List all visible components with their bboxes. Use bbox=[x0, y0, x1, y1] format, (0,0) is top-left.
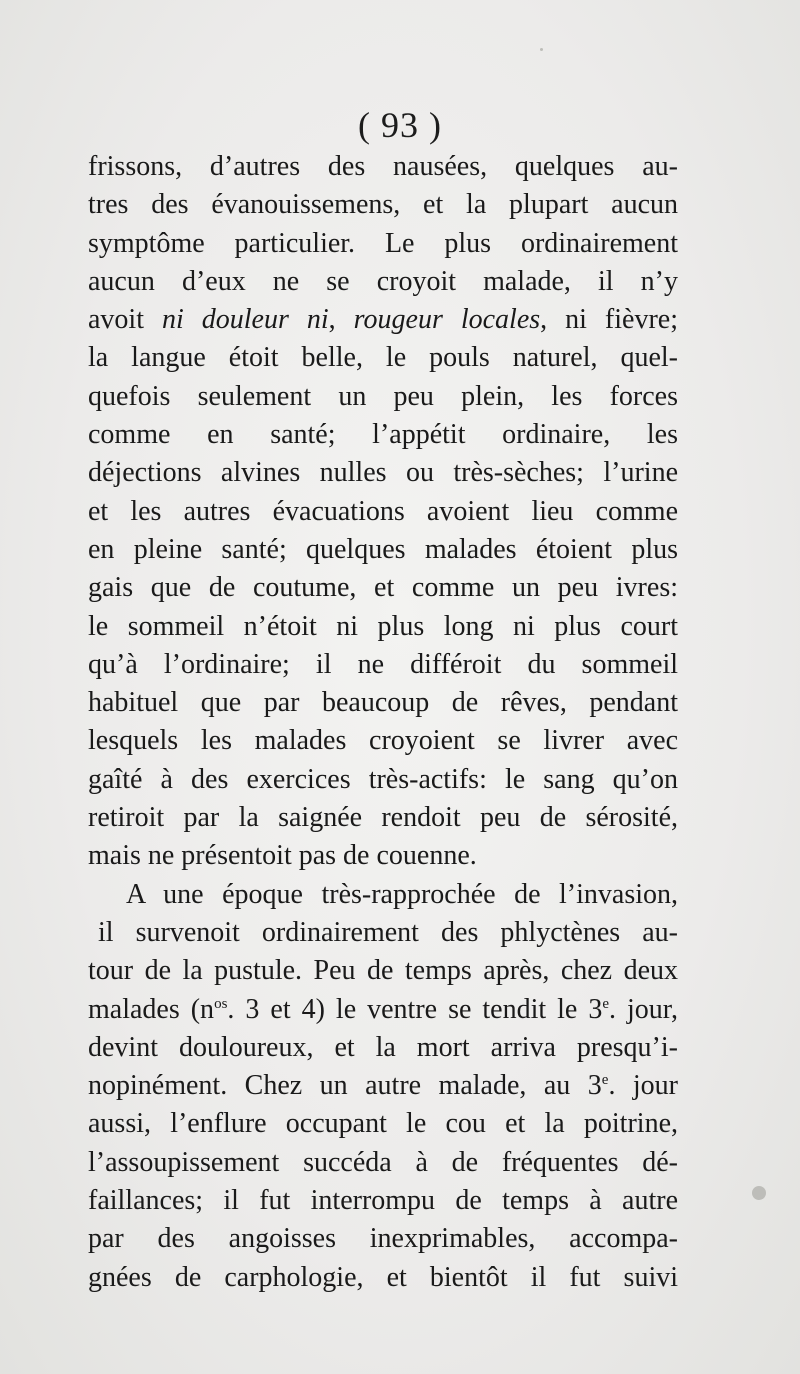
line-fragment: os bbox=[214, 995, 228, 1012]
text-line bbox=[88, 684, 678, 722]
text-line bbox=[88, 531, 678, 569]
text-line bbox=[88, 914, 678, 952]
text-line bbox=[88, 1067, 678, 1105]
line-fragment: ni douleur ni bbox=[161, 304, 329, 336]
text-line bbox=[88, 378, 678, 416]
text-line bbox=[88, 1259, 678, 1297]
paper-speck bbox=[540, 48, 543, 51]
paper-stain bbox=[752, 1186, 766, 1200]
text-line bbox=[88, 263, 678, 301]
line-text: aussi, l’enflure occupant le cou et la poitrine, bbox=[88, 1108, 678, 1140]
line-text: aucun d’eux ne se croyoit malade, il n’y bbox=[88, 265, 678, 297]
line-fragment: e bbox=[602, 995, 610, 1012]
text-line bbox=[88, 148, 678, 186]
text-line bbox=[88, 493, 678, 531]
text-line bbox=[88, 186, 678, 224]
line-text: frissons, d’autres des nausées, quelques au- bbox=[88, 151, 678, 182]
text-line bbox=[88, 1220, 678, 1258]
body-text bbox=[88, 148, 678, 1297]
text-line bbox=[88, 1105, 678, 1143]
line-fragment: . jour, bbox=[609, 993, 679, 1025]
line-text: il survenoit ordinairement des phlyctènes au- bbox=[98, 916, 678, 948]
text-line bbox=[88, 569, 678, 607]
line-text: gnées de carphologie, et bientôt il fut suivi bbox=[88, 1261, 678, 1293]
line-text: en pleine santé; quelques malades étoient plus bbox=[88, 533, 678, 565]
text-line bbox=[88, 991, 678, 1029]
line-fragment: e bbox=[601, 1072, 609, 1089]
line-text: déjections alvines nulles ou très-sèches; l’urine bbox=[88, 457, 678, 489]
line-text: mais ne présentoit pas de couenne. bbox=[88, 840, 477, 872]
line-text: retiroit par la saignée rendoit peu de sérosité, bbox=[88, 802, 678, 834]
line-fragment: . 3 et 4) le ventre se tendit le 3 bbox=[227, 993, 603, 1025]
line-fragment: malades (n bbox=[88, 993, 215, 1025]
line-text: la langue étoit belle, le pouls naturel, quel- bbox=[88, 342, 678, 374]
line-fragment: . jour bbox=[608, 1070, 679, 1102]
text-line bbox=[88, 837, 678, 875]
line-text: tres des évanouissemens, et la plupart aucun bbox=[88, 189, 678, 221]
page-number: ( 93 ) bbox=[358, 105, 442, 145]
line-fragment: avoit bbox=[88, 304, 162, 336]
line-text: habituel que par beaucoup de rêves, pendant bbox=[88, 687, 678, 719]
line-text: lesquels les malades croyoient se livrer avec bbox=[88, 725, 678, 757]
line-text: A une époque très-rapprochée de l’invasion, bbox=[126, 878, 678, 910]
line-text: comme en santé; l’appétit ordinaire, les bbox=[88, 419, 678, 451]
line-text: et les autres évacuations avoient lieu comme bbox=[88, 495, 678, 527]
text-line bbox=[88, 1029, 678, 1067]
text-line bbox=[88, 1144, 678, 1182]
line-fragment: nopinément. Chez un autre malade, au 3 bbox=[88, 1070, 602, 1102]
text-line bbox=[88, 1182, 678, 1220]
text-line bbox=[88, 761, 678, 799]
line-text: symptôme particulier. Le plus ordinairement bbox=[88, 227, 678, 259]
text-line bbox=[88, 416, 678, 454]
line-text: qu’à l’ordinaire; il ne différoit du sommeil bbox=[88, 648, 678, 680]
line-text: le sommeil n’étoit ni plus long ni plus court bbox=[88, 610, 678, 642]
text-line bbox=[88, 952, 678, 990]
line-fragment: , ni fièvre; bbox=[540, 304, 678, 336]
line-fragment: rougeur locales bbox=[353, 304, 541, 336]
text-line bbox=[88, 225, 678, 263]
line-text: par des angoisses inexprimables, accompa- bbox=[88, 1223, 678, 1255]
line-text: l’assoupissement succéda à de fréquentes dé- bbox=[88, 1146, 678, 1178]
line-text: gaîté à des exercices très-actifs: le sang qu’on bbox=[88, 763, 678, 795]
text-line bbox=[88, 339, 678, 377]
line-text: faillances; il fut interrompu de temps à autre bbox=[88, 1185, 678, 1217]
text-line bbox=[88, 799, 678, 837]
line-text: gais que de coutume, et comme un peu ivres: bbox=[88, 572, 678, 604]
line-text: quefois seulement un peu plein, les forces bbox=[88, 380, 678, 412]
line-text: devint douloureux, et la mort arriva presqu’i- bbox=[88, 1031, 678, 1063]
paragraph-start-line bbox=[88, 876, 678, 914]
text-line bbox=[88, 646, 678, 684]
text-line bbox=[88, 722, 678, 760]
text-line bbox=[88, 608, 678, 646]
line-fragment: , bbox=[328, 304, 354, 336]
text-line bbox=[88, 301, 678, 339]
line-text: tour de la pustule. Peu de temps après, chez deux bbox=[88, 955, 678, 987]
text-line bbox=[88, 454, 678, 492]
